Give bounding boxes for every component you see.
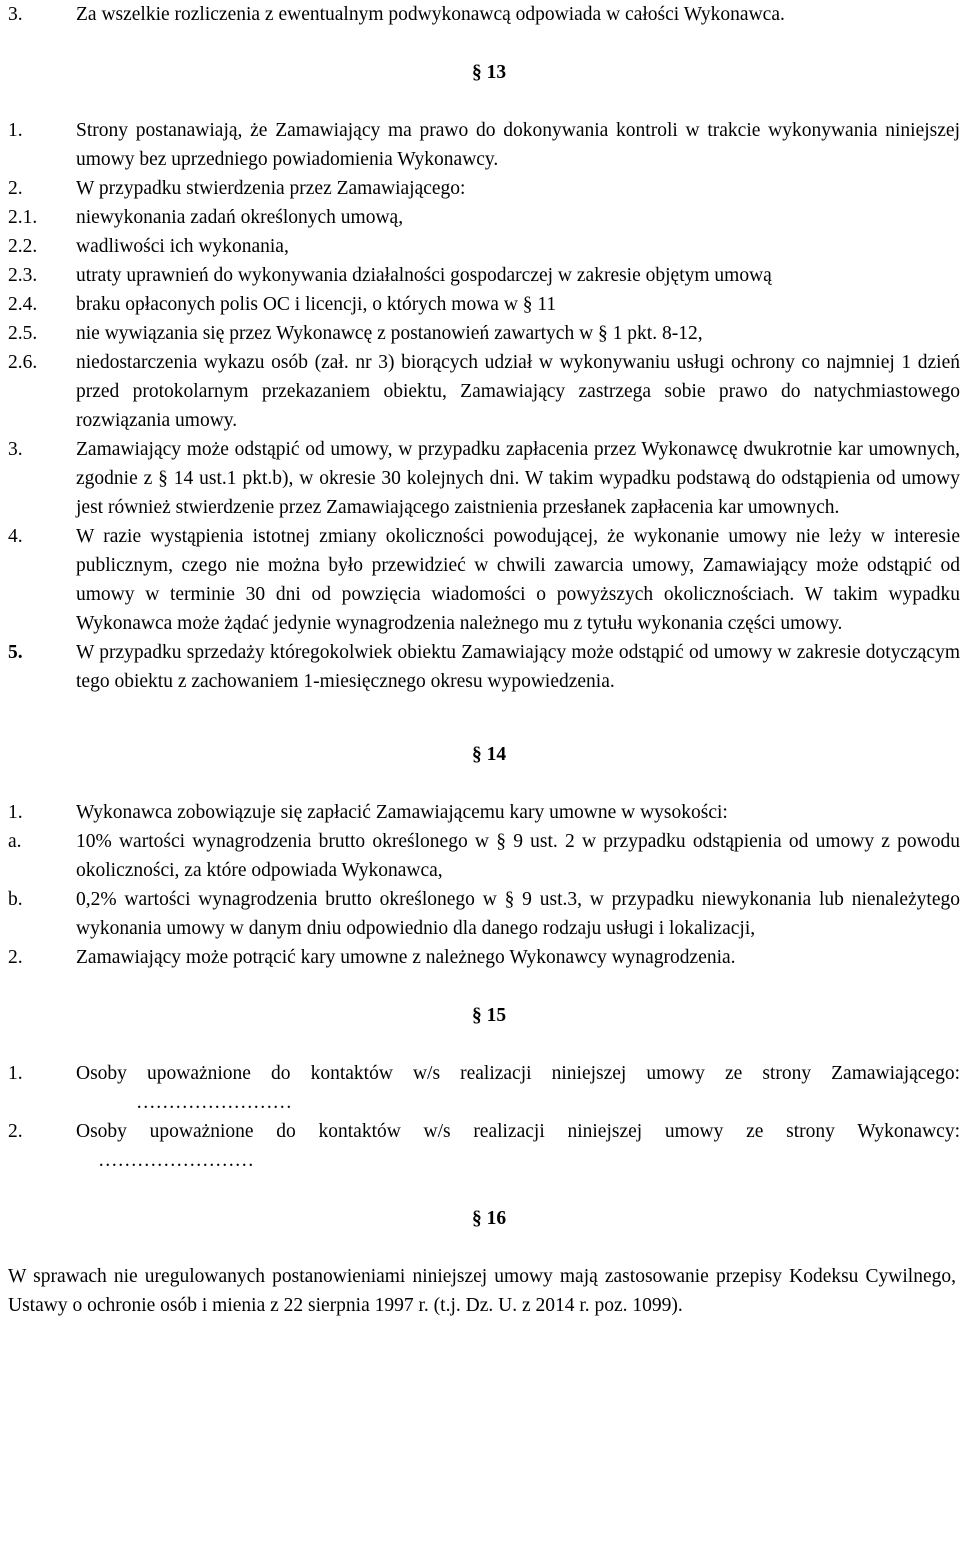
s13-item-2-3 (8, 261, 960, 290)
item-number: 2.1. (8, 207, 38, 228)
section-heading-16: § 16 (471, 1208, 507, 1229)
s13-item-2-5 (8, 319, 960, 348)
item-text: 0,2% wartości wynagrodzenia brutto określonego w § 9 ust.3, w przypadku niewykonania lub nienależytego wykonania umowy w danym dniu odpowiednio dla danego rodzaju usługi i lokalizacji, (76, 889, 960, 939)
item-text: nie wywiązania się przez Wykonawcę z postanowień zawartych w § 1 pkt. 8-12, (76, 323, 703, 344)
item-text: 10% wartości wynagrodzenia brutto określonego w § 9 ust. 2 w przypadku odstąpienia od umowy z powodu okoliczności, za które odpowiada Wykonawca, (76, 831, 960, 881)
item-number: 5. (8, 642, 23, 663)
s14-item-a (8, 827, 960, 885)
s13-item-1 (8, 116, 960, 174)
s12-item-3 (8, 0, 960, 29)
item-number: 2.6. (8, 352, 38, 373)
item-number: 1. (8, 1063, 23, 1084)
s13-item-2-6 (8, 348, 960, 435)
item-number: 2.2. (8, 236, 38, 257)
item-text: niedostarczenia wykazu osób (zał. nr 3) biorących udział w wykonywaniu usługi ochrony co najmniej 1 dzień przed protokolarnym przekazaniem obiektu, Zamawiający zastrzega sobie prawo do natychmiastowego rozwiązania umowy. (76, 352, 960, 431)
item-text: wadliwości ich wykonania, (76, 236, 289, 257)
s13-item-2 (8, 174, 960, 203)
item-number: 1. (8, 120, 23, 141)
item-text: utraty uprawnień do wykonywania działalności gospodarczej w zakresie objętym umową (76, 265, 772, 286)
item-number: 3. (8, 439, 23, 460)
s15-item-1 (8, 1059, 960, 1117)
s14-item-2 (8, 943, 960, 972)
item-number: 1. (8, 802, 23, 823)
item-number: b. (8, 889, 23, 910)
s16-paragraph: W sprawach nie uregulowanych postanowieniami niniejszej umowy mają zastosowanie przepisy Kodeksu Cywilnego, Ustawy o ochronie osób i mienia z 22 sierpnia 1997 r. (t.j. Dz. U. z 2014 r. poz. 1099). (8, 1266, 956, 1316)
s13-item-2-1 (8, 203, 960, 232)
section-heading-14: § 14 (471, 744, 507, 765)
item-text: W przypadku sprzedaży któregokolwiek obiektu Zamawiający może odstąpić od umowy w zakresie dotyczącym tego obiektu z zachowaniem 1-miesięcznego okresu wypowiedzenia. (76, 642, 960, 692)
item-number: a. (8, 831, 22, 852)
item-text: Osoby upoważnione do kontaktów w/s realizacji niniejszej umowy ze strony Zamawiającego: (76, 1063, 960, 1084)
s14-item-b (8, 885, 960, 943)
item-text: Zamawiający może odstąpić od umowy, w przypadku zapłacenia przez Wykonawcę dwukrotnie kar umownych, zgodnie z § 14 ust.1 pkt.b), w okresie 30 kolejnych dni. W takim wypadku podstawą do odstąpienia od umowy jest również stwierdzenie przez Zamawiającego zaistnienia przesłanek zapłacenia kar umownych. (76, 439, 960, 518)
s13-item-2-2 (8, 232, 960, 261)
item-text: Za wszelkie rozliczenia z ewentualnym podwykonawcą odpowiada w całości Wykonawca. (76, 4, 785, 25)
s14-item-1 (8, 798, 960, 827)
s15-item-2 (8, 1117, 960, 1175)
item-number: 2.4. (8, 294, 38, 315)
item-text: W razie wystąpienia istotnej zmiany okoliczności powodującej, że wykonanie umowy nie leży w interesie publicznym, czego nie można było przewidzieć w chwili zawarcia umowy, Zamawiający może odstąpić od umowy w terminie 30 dni od powzięcia wiadomości o powyższych okolicznościach. W takim wypadku Wykonawca może żądać jedynie wynagrodzenia należnego mu z tytułu wykonania części umowy. (76, 526, 960, 634)
item-text: Strony postanawiają, że Zamawiający ma prawo do dokonywania kontroli w trakcie wykonywania niniejszej umowy bez uprzedniego powiadomienia Wykonawcy. (76, 120, 960, 170)
blank-dotted-line: …………………… (98, 1150, 254, 1171)
item-number: 3. (8, 4, 23, 25)
item-text: Osoby upoważnione do kontaktów w/s realizacji niniejszej umowy ze strony Wykonawcy: (76, 1121, 960, 1142)
blank-dotted-line: …………………… (136, 1092, 292, 1113)
item-number: 4. (8, 526, 23, 547)
s13-item-2-4 (8, 290, 960, 319)
item-text: W przypadku stwierdzenia przez Zamawiającego: (76, 178, 466, 199)
section-heading-13: § 13 (471, 62, 507, 83)
item-text: Zamawiający może potrącić kary umowne z należnego Wykonawcy wynagrodzenia. (76, 947, 736, 968)
item-text: braku opłaconych polis OC i licencji, o których mowa w § 11 (76, 294, 557, 315)
s13-item-3 (8, 435, 960, 522)
s13-item-4 (8, 522, 960, 638)
item-number: 2.3. (8, 265, 38, 286)
item-number: 2. (8, 947, 23, 968)
section-heading-15: § 15 (471, 1005, 507, 1026)
item-number: 2.5. (8, 323, 38, 344)
s13-item-5 (8, 638, 960, 696)
item-number: 2. (8, 178, 23, 199)
item-text: niewykonania zadań określonych umową, (76, 207, 404, 228)
item-text: Wykonawca zobowiązuje się zapłacić Zamawiającemu kary umowne w wysokości: (76, 802, 728, 823)
item-number: 2. (8, 1121, 23, 1142)
